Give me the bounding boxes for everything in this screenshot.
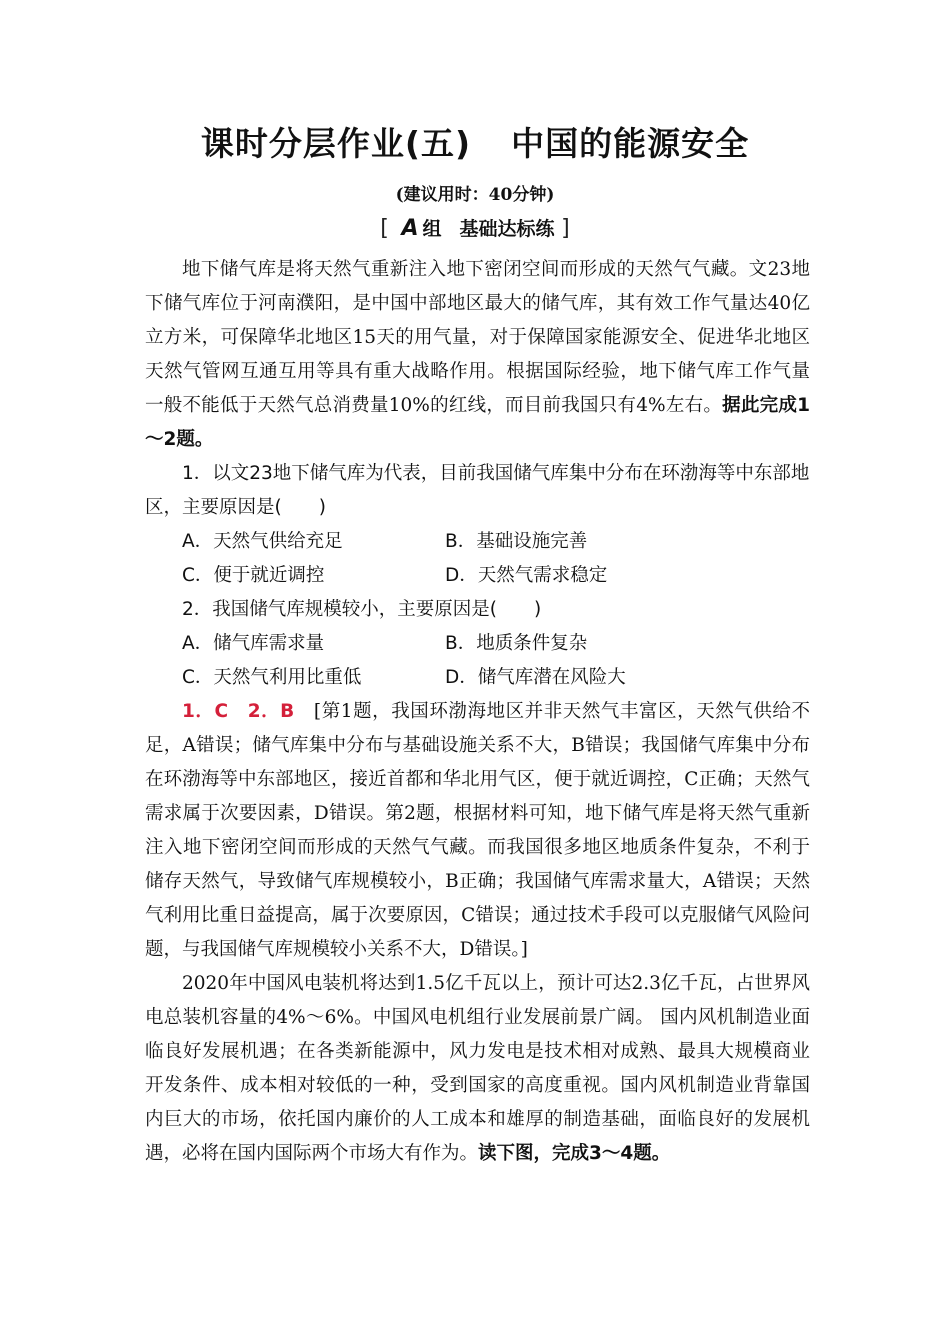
question-2-option-a: A．储气库需求量	[182, 633, 325, 654]
question-1-options-row-2	[145, 559, 810, 593]
answer-key: 1．C 2．B	[182, 701, 295, 722]
question-1-option-a: A．天然气供给充足	[182, 531, 343, 552]
question-1-option-b: B．基础设施完善	[445, 531, 588, 552]
question-1-option-d: D．天然气需求稳定	[445, 565, 608, 586]
question-1-stem: 1．以文23地下储气库为代表，目前我国储气库集中分布在环渤海等中东部地区，主要原因是( )	[145, 463, 810, 518]
passage-wind-power-instruction: 读下图，完成3～4题。	[478, 1143, 671, 1164]
group-bracket-close: ]	[561, 216, 570, 241]
passage-gas-storage	[145, 253, 810, 457]
question-1-options-row-1	[145, 525, 810, 559]
question-2-option-b: B．地质条件复杂	[445, 633, 588, 654]
passage-wind-power	[145, 967, 810, 1171]
suggested-time: (建议用时：40分钟)	[395, 185, 555, 205]
group-bracket-open: [	[380, 216, 389, 241]
group-name: 基础达标练	[459, 218, 555, 240]
question-2-option-d: D．储气库潜在风险大	[445, 667, 626, 688]
question-2-options-row-2	[145, 661, 810, 695]
title-topic: 中国的能源安全	[511, 124, 750, 163]
content-body	[145, 253, 810, 1171]
question-2-stem: 2．我国储气库规模较小，主要原因是( )	[182, 599, 542, 620]
group-header	[0, 214, 950, 241]
question-2-options-row-1	[145, 627, 810, 661]
passage-gas-storage-instruction: 据此完成1～2题。	[145, 395, 810, 450]
group-letter-icon: A	[401, 216, 419, 241]
passage-wind-power-text: 2020年中国风电装机将达到1.5亿千瓦以上，预计可达2.3亿千瓦，占世界风电总装机容量的4%～6%。中国风电机组行业发展前景广阔。 国内风机制造业面临良好发展机遇；在各类新能源中，风力发电是技术相对成熟、最具大规模商业开发条件、成本相对较低的一种，受到国家的高度重视。国内风机制造业背靠国内巨大的市场，依托国内廉价的人工成本和雄厚的制造基础，面临良好的发展机遇，必将在国内国际两个市场大有作为。	[145, 973, 810, 1164]
title-main: 课时分层作业(五)	[200, 124, 472, 163]
page-title	[0, 118, 950, 165]
question-1-option-c: C．便于就近调控	[182, 565, 325, 586]
group-label: 组	[422, 218, 442, 240]
answer-block	[145, 695, 810, 967]
passage-gas-storage-text: 地下储气库是将天然气重新注入地下密闭空间而形成的天然气气藏。文23地下储气库位于河南濮阳，是中国中部地区最大的储气库，其有效工作气量达40亿立方米，可保障华北地区15天的用气量，对于保障国家能源安全、促进华北地区天然气管网互通互用等具有重大战略作用。根据国际经验，地下储气库工作气量一般不能低于天然气总消费量10%的红线，而目前我国只有4%左右。	[145, 259, 810, 416]
answer-explanation: [第1题，我国环渤海地区并非天然气丰富区，天然气供给不足，A错误；储气库集中分布与基础设施关系不大，B错误；我国储气库集中分布在环渤海等中东部地区，接近首都和华北用气区，便于就近调控，C正确；天然气需求属于次要因素，D错误。第2题，根据材料可知，地下储气库是将天然气重新注入地下密闭空间而形成的天然气气藏。而我国很多地区地质条件复杂，不利于储存天然气，导致储气库规模较小，B正确；我国储气库需求量大，A错误；天然气利用比重日益提高，属于次要原因，C错误；通过技术手段可以克服储气风险问题，与我国储气库规模较小关系不大，D错误。]	[145, 701, 810, 960]
question-2-option-c: C．天然气利用比重低	[182, 667, 362, 688]
